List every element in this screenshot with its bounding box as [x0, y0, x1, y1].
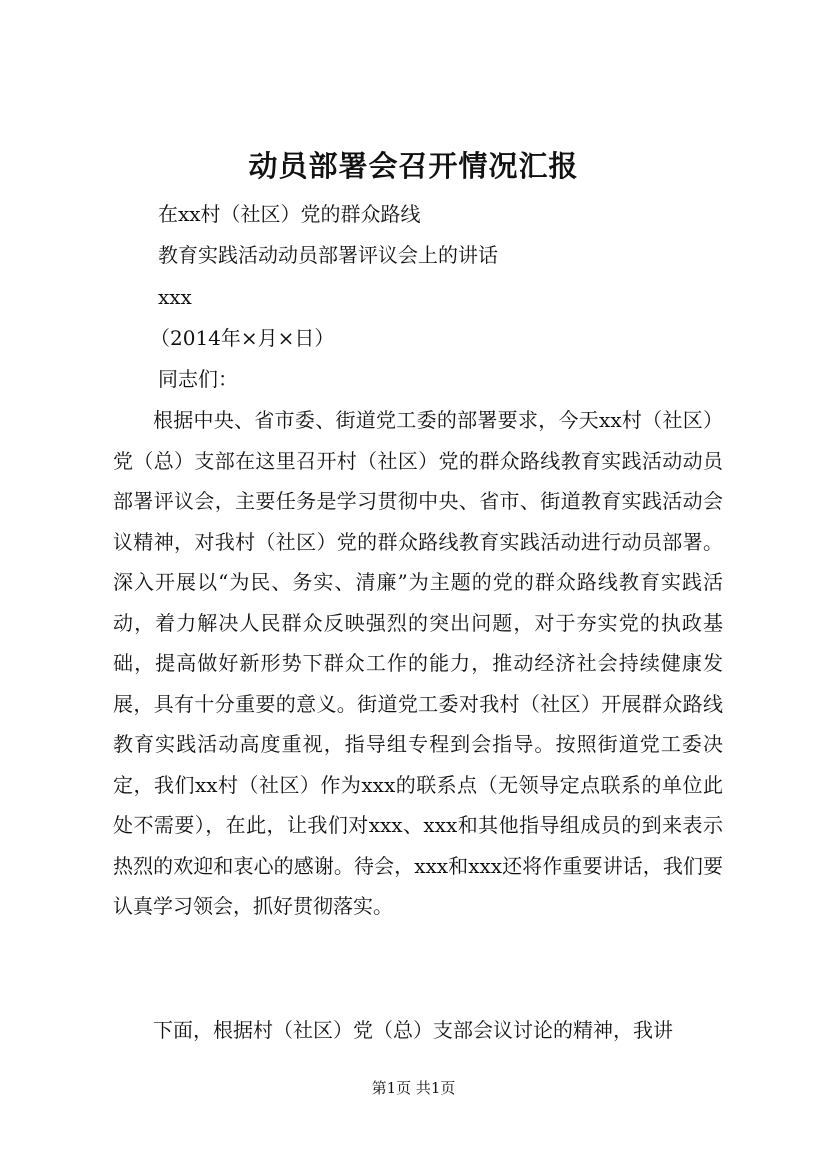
subtitle-line-2: 教育实践活动动员部署评议会上的讲话 — [158, 243, 498, 267]
speaker-name: xxx — [158, 285, 192, 309]
page-number: 第1页 共1页 — [371, 1079, 456, 1097]
salutation: 同志们： — [158, 367, 238, 391]
subtitle-line-1: 在xx村（社区）党的群众路线 — [158, 202, 421, 226]
document-title: 动员部署会召开情况汇报 — [248, 149, 579, 183]
body-paragraph-2: 下面，根据村（社区）党（总）支部会议讨论的精神，我讲 — [153, 1018, 673, 1042]
speech-date: （2014年×月×日） — [150, 326, 335, 350]
body-paragraph-1: 根据中央、省市委、街道党工委的部署要求，今天xx村（社区）党（总）支部在这里召开村（社区）党的群众路线教育实践活动动员部署评议会，主要任务是学习贯彻中央、省市、街道教育实践活动会议精神，对我村（社区）党的群众路线教育实践活动进行动员部署。深入开展以“为民、务实、清廉”为主题的党的群众路线教育实践活动，着力解决人民群众反映强烈的突出问题，对于夯实党的执政基础，提高做好新形势下群众工作的能力，推动经济社会持续健康发展，具有十分重要的意义。街道党工委对我村（社区）开展群众路线教育实践活动高度重视，指导组专程到会指导。按照街道党工委决定，我们xx村（社区）作为xxx的联系点（无领导定点联系的单位此处不需要），在此，让我们对xxx、xxx和其他指导组成员的到来表示热烈的欢迎和衷心的感谢。待会，xxx和xxx还将作重要讲话，我们要认真学习领会，抓好贯彻落实。 — [113, 408, 723, 918]
